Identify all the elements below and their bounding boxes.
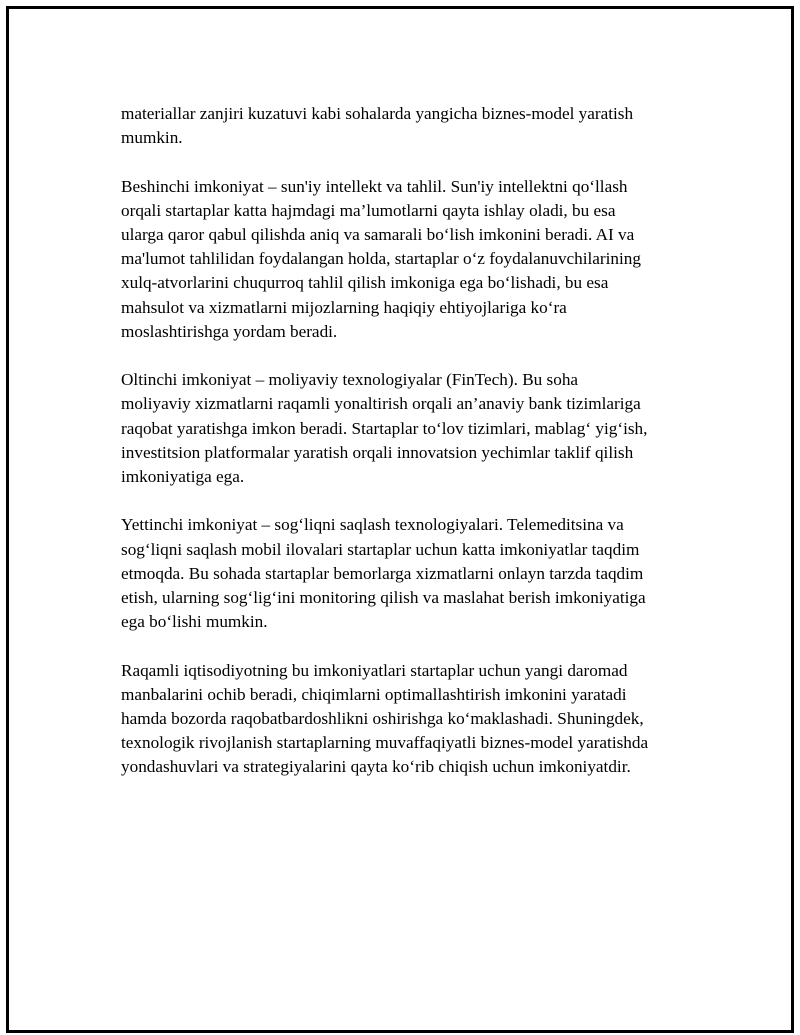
text-line: Beshinchi imkoniyat – sun'iy intellekt va tahlil. Sun'iy intellektni qo‘llash bbox=[121, 176, 628, 196]
paragraph-seventh-opportunity bbox=[121, 513, 706, 634]
text-line: xulq-atvorlarini chuqurroq tahlil qilish imkoniga ega bo‘lishadi, bu esa bbox=[121, 273, 609, 293]
text-line: yondashuvlari va strategiyalarini qayta ko‘rib chiqish uchun imkoniyatdir. bbox=[121, 757, 631, 777]
text-line: hamda bozorda raqobatbardoshlikni oshirishga ko‘maklashadi. Shuningdek, bbox=[121, 709, 644, 729]
text-line: imkoniyatiga ega. bbox=[121, 467, 245, 487]
text-line: Oltinchi imkoniyat – moliyaviy texnologiyalar (FinTech). Bu soha bbox=[121, 370, 579, 390]
text-line: raqobat yaratishga imkon beradi. Startaplar to‘lov tizimlari, mablag‘ yig‘ish, bbox=[121, 418, 648, 438]
text-line: moliyaviy xizmatlarni raqamli yonaltirish orqali an’anaviy bank tizimlariga bbox=[121, 394, 641, 414]
text-line: ularga qaror qabul qilishda aniq va samarali bo‘lish imkonini beradi. AI va bbox=[121, 225, 635, 244]
text-line: Raqamli iqtisodiyotning bu imkoniyatlari startaplar uchun yangi daromad bbox=[121, 660, 628, 680]
text-line: ega bo‘lishi mumkin. bbox=[121, 612, 268, 632]
text-line: ma'lumot tahlilidan foydalangan holda, startaplar o‘z foydalanuvchilarining bbox=[121, 249, 641, 269]
text-line: etish, ularning sog‘lig‘ini monitoring qilish va maslahat berish imkoniyatiga bbox=[121, 588, 646, 608]
text-line: materiallar zanjiri kuzatuvi kabi sohalarda yangicha biznes-model yaratish bbox=[121, 104, 634, 123]
text-line: mumkin. bbox=[121, 128, 183, 148]
text-line: moslashtirishga yordam beradi. bbox=[121, 321, 338, 341]
text-line: orqali startaplar katta hajmdagi ma’lumotlarni qayta ishlay oladi, bu esa bbox=[121, 200, 616, 220]
paragraph-conclusion bbox=[121, 659, 706, 780]
paragraph-continuation bbox=[121, 102, 706, 150]
text-line: investitsion platformalar yaratish orqali innovatsion yechimlar taklif qilish bbox=[121, 442, 634, 462]
page-frame bbox=[6, 6, 794, 1033]
paragraph-fifth-opportunity bbox=[121, 175, 706, 344]
text-line: Yettinchi imkoniyat – sog‘liqni saqlash texnologiyalari. Telemeditsina va bbox=[121, 515, 624, 535]
page-content bbox=[121, 102, 706, 804]
text-line: texnologik rivojlanish startaplarning muvaffaqiyatli biznes-model yaratishda bbox=[121, 733, 649, 753]
text-line: etmoqda. Bu sohada startaplar bemorlarga xizmatlarni onlayn tarzda taqdim bbox=[121, 563, 644, 583]
text-line: mahsulot va xizmatlarni mijozlarning haqiqiy ehtiyojlariga ko‘ra bbox=[121, 297, 567, 317]
text-line: sog‘liqni saqlash mobil ilovalari startaplar uchun katta imkoniyatlar taqdim bbox=[121, 539, 640, 559]
text-line: manbalarini ochib beradi, chiqimlarni optimallashtirish imkonini yaratadi bbox=[121, 684, 627, 704]
paragraph-sixth-opportunity bbox=[121, 368, 706, 489]
